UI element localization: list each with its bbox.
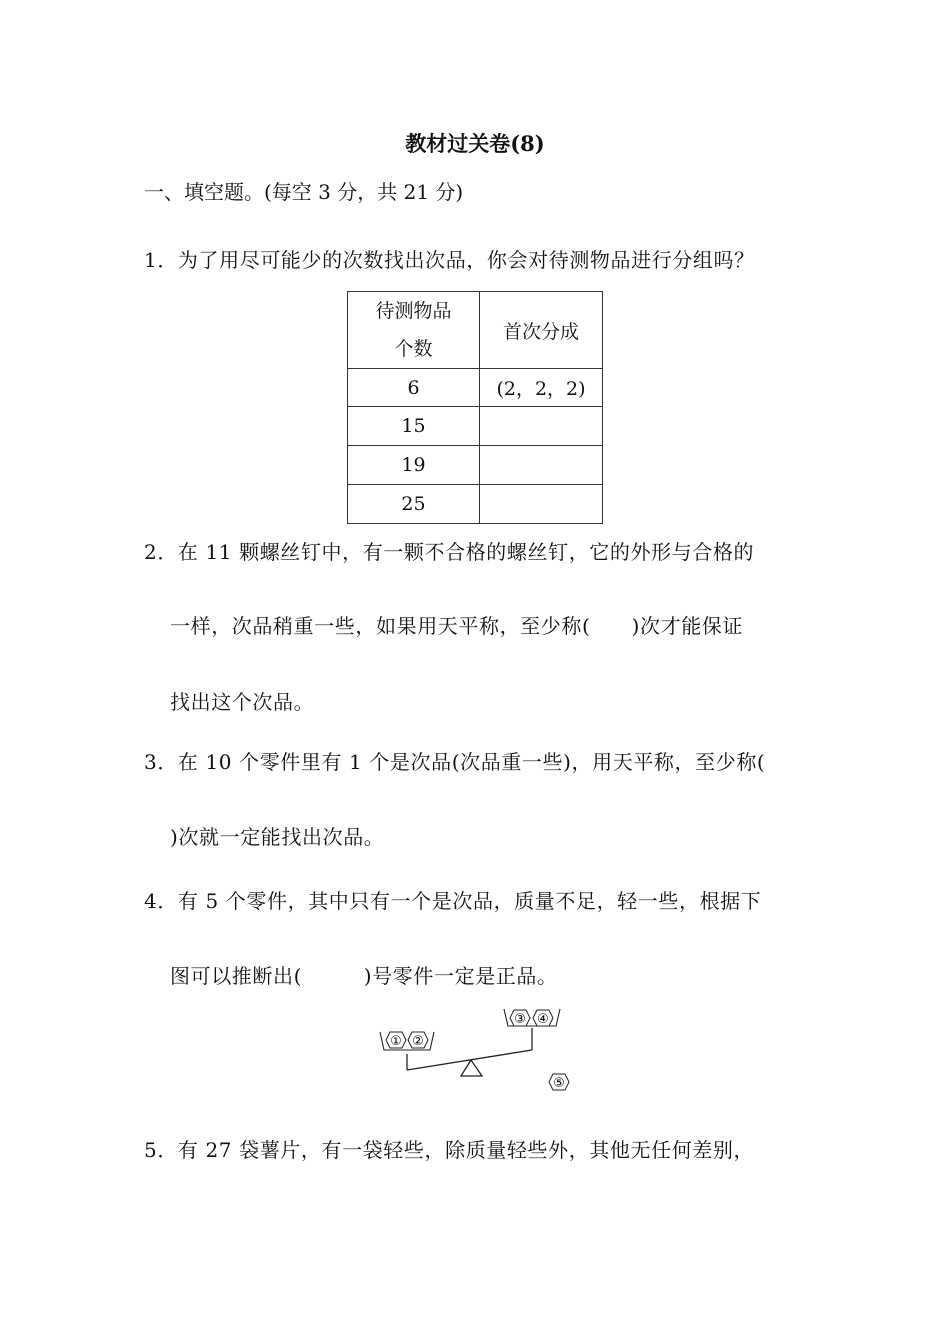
question-2-line-1: 2．在 11 颗螺丝钉中，有一颗不合格的螺丝钉，它的外形与合格的 <box>144 540 755 564</box>
question-3-line-2: )次就一定能找出次品。 <box>170 825 385 849</box>
table-row <box>348 446 603 485</box>
section-heading: 一、填空题。(每空 3 分，共 21 分) <box>144 180 464 204</box>
table-cell-count: 6 <box>348 369 480 407</box>
table-cell-count: 19 <box>348 446 480 485</box>
split-table <box>347 291 603 524</box>
table-cell-count: 15 <box>348 407 480 446</box>
part-1-label: ① <box>390 1034 402 1049</box>
question-5-line-1: 5．有 27 袋薯片，有一袋轻些，除质量轻些外，其他无任何差别， <box>144 1138 755 1162</box>
part-2-icon <box>408 1032 428 1049</box>
table-cell-split[interactable] <box>480 485 603 524</box>
question-1-text: 1．为了用尽可能少的次数找出次品，你会对待测物品进行分组吗？ <box>144 248 755 272</box>
question-2-line-2: 一样，次品稍重一些，如果用天平称，至少称( )次才能保证 <box>170 614 744 638</box>
question-4-line-2: 图可以推断出( )号零件一定是正品。 <box>170 964 558 988</box>
fulcrum-triangle <box>461 1060 482 1076</box>
table-cell-split: (2，2，2) <box>480 369 603 407</box>
table-header-count-line2: 个数 <box>394 338 433 360</box>
part-1-icon <box>386 1032 406 1049</box>
page-title: 教材过关卷(8) <box>405 131 545 156</box>
table-header-split: 首次分成 <box>480 292 603 369</box>
part-5-label: ⑤ <box>553 1076 565 1091</box>
balance-beam <box>407 1050 532 1070</box>
part-4-label: ④ <box>537 1012 549 1027</box>
table-row <box>348 407 603 446</box>
table-cell-split[interactable] <box>480 407 603 446</box>
question-3-line-1: 3．在 10 个零件里有 1 个是次品(次品重一些)，用天平称，至少称( <box>144 750 766 774</box>
table-row <box>348 485 603 524</box>
table-row <box>348 369 603 407</box>
table-cell-split[interactable] <box>480 446 603 485</box>
part-3-label: ③ <box>514 1012 526 1027</box>
question-4-line-1: 4．有 5 个零件，其中只有一个是次品，质量不足，轻一些，根据下 <box>144 889 762 913</box>
part-2-label: ② <box>412 1034 424 1049</box>
balance-scale-figure <box>372 1002 582 1094</box>
part-5-icon <box>549 1074 569 1091</box>
table-header-row <box>348 292 603 369</box>
table-header-count-line1: 待测物品 <box>375 300 452 322</box>
table-header-count <box>348 292 480 369</box>
part-3-icon <box>510 1010 530 1027</box>
question-2-line-3: 找出这个次品。 <box>170 690 315 714</box>
part-4-icon <box>533 1010 553 1027</box>
table-cell-count: 25 <box>348 485 480 524</box>
